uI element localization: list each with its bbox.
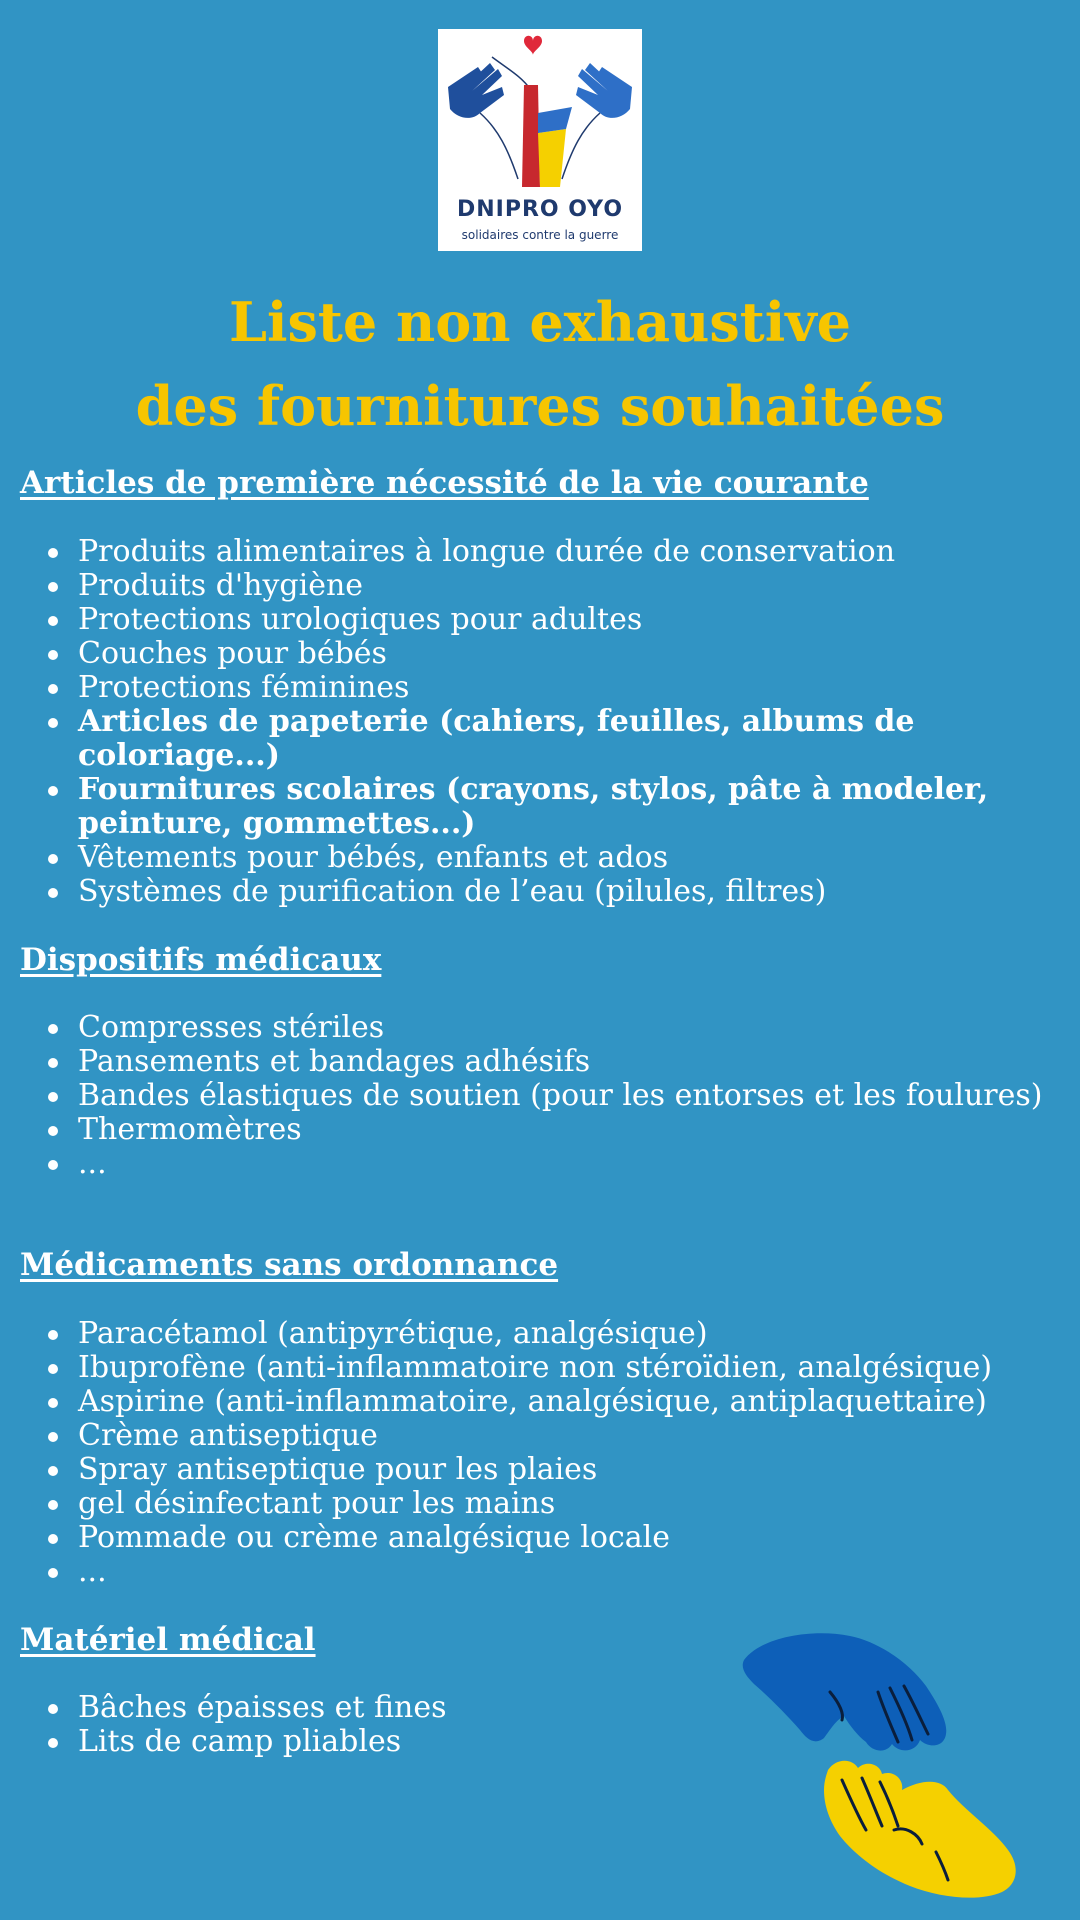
bullet-icon	[48, 1024, 58, 1034]
section-heading-medications: Médicaments sans ordonnance	[20, 1247, 559, 1283]
bullet-icon	[48, 1364, 58, 1374]
bullet-icon	[48, 650, 58, 660]
list-medical-devices	[40, 1011, 1060, 1181]
list-item: Pansements et bandages adhésifs	[40, 1045, 1060, 1079]
list-item: Vêtements pour bébés, enfants et ados	[40, 841, 1060, 875]
bullet-icon	[48, 548, 58, 558]
bullet-icon	[48, 1704, 58, 1714]
bullet-icon	[48, 718, 58, 728]
bullet-icon	[48, 684, 58, 694]
list-item: Produits d'hygiène	[40, 569, 1060, 603]
bullet-icon	[48, 1466, 58, 1476]
list-item: Systèmes de purification de l’eau (pilules, filtres)	[40, 875, 1060, 909]
list-necessities	[40, 535, 1060, 909]
list-item: Protections féminines	[40, 671, 1060, 705]
list-item: Aspirine (anti-inflammatoire, analgésique, antiplaquettaire)	[40, 1385, 1060, 1419]
list-item: Spray antiseptique pour les plaies	[40, 1453, 1060, 1487]
title-line-1: Liste non exhaustive	[229, 290, 851, 354]
list-item: Produits alimentaires à longue durée de conservation	[40, 535, 1060, 569]
section-heading-medical-equipment: Matériel médical	[20, 1622, 316, 1658]
bullet-icon	[48, 616, 58, 626]
section-heading-necessities: Articles de première nécessité de la vie courante	[20, 465, 869, 501]
blue-hand-icon	[743, 1633, 947, 1750]
dnipro-oyo-logo	[438, 29, 642, 251]
list-item: Bandes élastiques de soutien (pour les entorses et les foulures)	[40, 1079, 1060, 1113]
bullet-icon	[48, 1432, 58, 1442]
bullet-icon	[48, 854, 58, 864]
list-item: Pommade ou crème analgésique locale	[40, 1521, 1060, 1555]
bullet-icon	[48, 1568, 58, 1578]
bullet-icon	[48, 1738, 58, 1748]
bullet-icon	[48, 1058, 58, 1068]
list-item: Ibuprofène (anti-inflammatoire non stéroïdien, analgésique)	[40, 1351, 1060, 1385]
list-item: Bâches épaisses et fines	[40, 1691, 1060, 1725]
bullet-icon	[48, 1398, 58, 1408]
bullet-icon	[48, 1126, 58, 1136]
list-item: Lits de camp pliables	[40, 1725, 1060, 1759]
list-item: Paracétamol (antipyrétique, analgésique)	[40, 1317, 1060, 1351]
bullet-icon	[48, 1330, 58, 1340]
bullet-icon	[48, 1534, 58, 1544]
list-item: Articles de papeterie (cahiers, feuilles, albums de coloriage...)	[40, 705, 1060, 773]
bullet-icon	[48, 582, 58, 592]
logo-tagline: solidaires contre la guerre	[461, 228, 619, 242]
list-item: Couches pour bébés	[40, 637, 1060, 671]
list-item: Thermomètres	[40, 1113, 1060, 1147]
logo-name: DNIPRO OYO	[456, 197, 624, 222]
bullet-icon	[48, 1160, 58, 1170]
list-item: Crème antiseptique	[40, 1419, 1060, 1453]
helping-hands-illustration	[740, 1630, 1030, 1915]
yellow-hand-icon	[824, 1761, 1016, 1898]
list-item: Compresses stériles	[40, 1011, 1060, 1045]
bullet-icon	[48, 786, 58, 796]
bullet-icon	[48, 1500, 58, 1510]
bullet-icon	[48, 888, 58, 898]
page-title	[0, 280, 1080, 448]
title-line-2: des fournitures souhaitées	[135, 374, 945, 438]
list-item: ...	[40, 1147, 1060, 1181]
list-item: Protections urologiques pour adultes	[40, 603, 1060, 637]
list-medications	[40, 1317, 1060, 1589]
list-item: Fournitures scolaires (crayons, stylos, pâte à modeler, peinture, gommettes...)	[40, 773, 1060, 841]
list-item: ...	[40, 1555, 1060, 1589]
bullet-icon	[48, 1092, 58, 1102]
list-item: gel désinfectant pour les mains	[40, 1487, 1060, 1521]
section-heading-medical-devices: Dispositifs médicaux	[20, 942, 382, 978]
